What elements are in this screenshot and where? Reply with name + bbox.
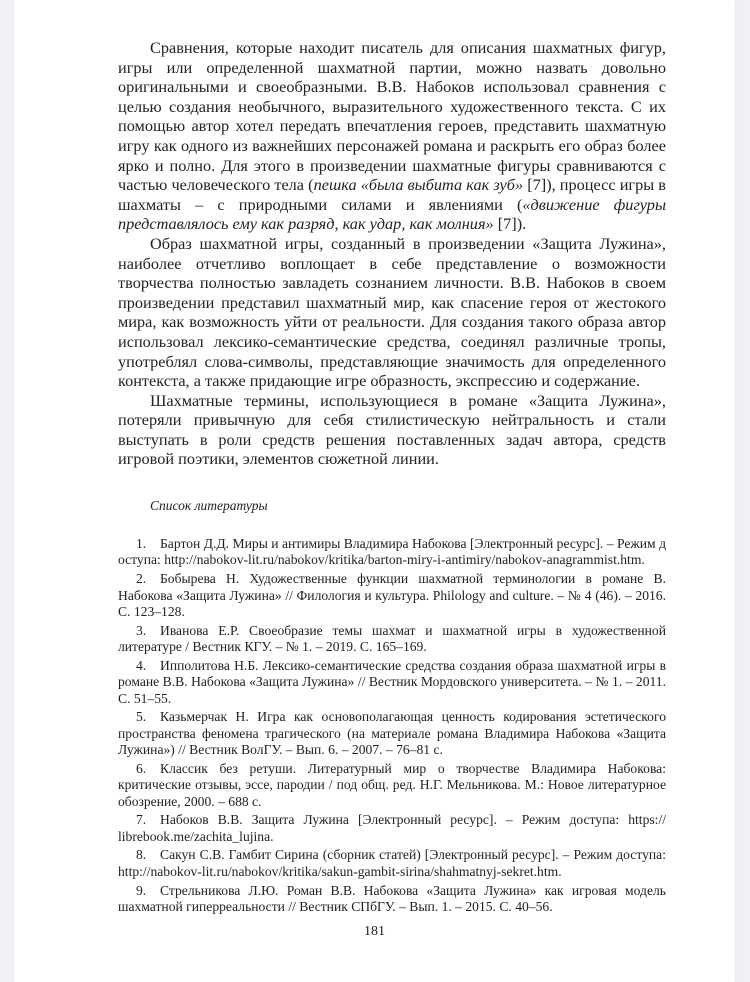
quote-pawn: пешка «была выбита как зуб» xyxy=(313,175,524,195)
page-number: 181 xyxy=(364,924,385,939)
reference-item xyxy=(118,571,666,620)
reference-text: Бобырева Н. Художественные функции шахматной терминологии в романе В. Набокова «Защита Лужина» // Филология и культура. Philology and culture. – № 4 (46). – 2016. С. 123–128. xyxy=(118,571,666,619)
paragraph-1-part-1: Сравнения, которые находит писатель для описания шахматных фигур, игры или определенной шахматной партии, можно назвать довольно оригинальными и своеобразными. В.В. Набоков использовал сравнения с целью создания необычного, выразительного художественного текста. С их помощью автор хотел передать впечатления героев, представить шахматную игру как одного из важнейших персонажей романа и раскрыть его образ более ярко и полно. Для этого в произведении шахматные фигуры сравниваются с частью человеческого тела ( xyxy=(118,38,666,195)
paragraph-1-part-5: [7]). xyxy=(493,214,527,234)
reference-number: 5. xyxy=(136,709,147,725)
reference-text: Классик без ретуши. Литературный мир о творчестве Владимира Набокова: критические отзывы, эссе, пародии / под общ. ред. Н.Г. Мельникова. М.: Новое литературное обозрение, 2000. – 688 с. xyxy=(118,760,666,809)
reference-item xyxy=(118,658,666,707)
paragraph-2: Образ шахматной игры, созданный в произведении «Защита Лужина», наиболее отчетливо воплощает в себе представление о возможности творчества полностью завладеть сознанием личности. В.В. Набоков в своем произведении представил шахматный мир, как спасение героя от жестокого мира, как возможность уйти от реальности. Для создания такого образа автор использовал лексико-семантические средства, соединял различные тропы, употреблял слова-символы, представляющие значимость для определенного контекста, а также придающие игре образность, экспрессию и содержание. xyxy=(118,233,666,391)
reference-item xyxy=(118,536,666,569)
reference-text: Сакун С.В. Гамбит Сирина (сборник статей) [Электронный ресурс]. – Режим доступа: http://nabokov-lit.ru/nabokov/kritika/sakun-gambit-sirina/shahmatnyj-sekret.htm. xyxy=(118,847,666,879)
reference-item xyxy=(118,847,666,880)
reference-text: Иванова Е.Р. Своеобразие темы шахмат и шахматной игры в художественной литературе / Вестник КГУ. – № 1. – 2019. С. 165–169. xyxy=(118,622,666,655)
reference-item xyxy=(118,709,666,758)
reference-text: Стрельникова Л.Ю. Роман В.В. Набокова «Защита Лужина» как игровая модель шахматной гиперреальности // Вестник СПбГУ. – Вып. 1. – 2015. С. 40–56. xyxy=(118,882,666,914)
paragraph-1 xyxy=(118,38,666,234)
reference-item xyxy=(118,761,666,810)
reference-item xyxy=(118,812,666,845)
reference-number: 8. xyxy=(136,847,147,863)
reference-text: Набоков В.В. Защита Лужина [Электронный ресурс]. – Режим доступа: https:// librebook.me/zachita_lujina. xyxy=(118,812,666,844)
reference-number: 6. xyxy=(136,760,147,776)
reference-number: 9. xyxy=(136,882,147,898)
references-title: Список литературы xyxy=(150,498,268,514)
reference-number: 3. xyxy=(136,622,147,638)
page-content xyxy=(118,38,666,918)
reference-number: 7. xyxy=(136,812,147,828)
reference-number: 4. xyxy=(136,657,147,673)
document-page xyxy=(14,0,735,982)
reference-number: 2. xyxy=(136,571,147,587)
reference-text: Ипполитова Н.Б. Лексико-семантические средства создания образа шахматной игры в романе В.В. Набокова «Защита Лужина» // Вестник Мордовского университета. – № 1. – 2011. С. 51–55. xyxy=(118,657,666,706)
reference-text: Казьмерчак Н. Игра как основополагающая ценность кодирования эстетического пространства феномена трагического (на материале романа Владимира Набокова «Защита Лужина») // Вестник ВолГУ. – Вып. 6. – 2007. – 76–81 с. xyxy=(118,709,666,758)
references-list xyxy=(118,536,666,915)
paragraph-3: Шахматные термины, использующиеся в романе «Защита Лужина», потеряли привычную для себя стилистическую нейтральность и стали выступать в роли средств решения поставленных задач автора, средств игровой поэтики, элементов сюжетной линии. xyxy=(118,390,666,469)
paragraph-1-part-3: [7]), процесс игры в шахматы – с природными силами и явлениями ( xyxy=(118,175,666,214)
reference-text: Бартон Д.Д. Миры и антимиры Владимира Набокова [Электронный ресурс]. – Режим доступа: http://nabokov-lit.ru/nabokov/kritika/barton-miry-i-antimiry/nabokov-anagrammist.htm. xyxy=(118,536,666,568)
quote-movement: «движение фигуры представлялось ему как разряд, как удар, как молния» xyxy=(118,194,666,234)
reference-number: 1. xyxy=(136,536,147,552)
reference-item xyxy=(118,883,666,916)
body-text xyxy=(118,38,666,469)
reference-item xyxy=(118,623,666,656)
